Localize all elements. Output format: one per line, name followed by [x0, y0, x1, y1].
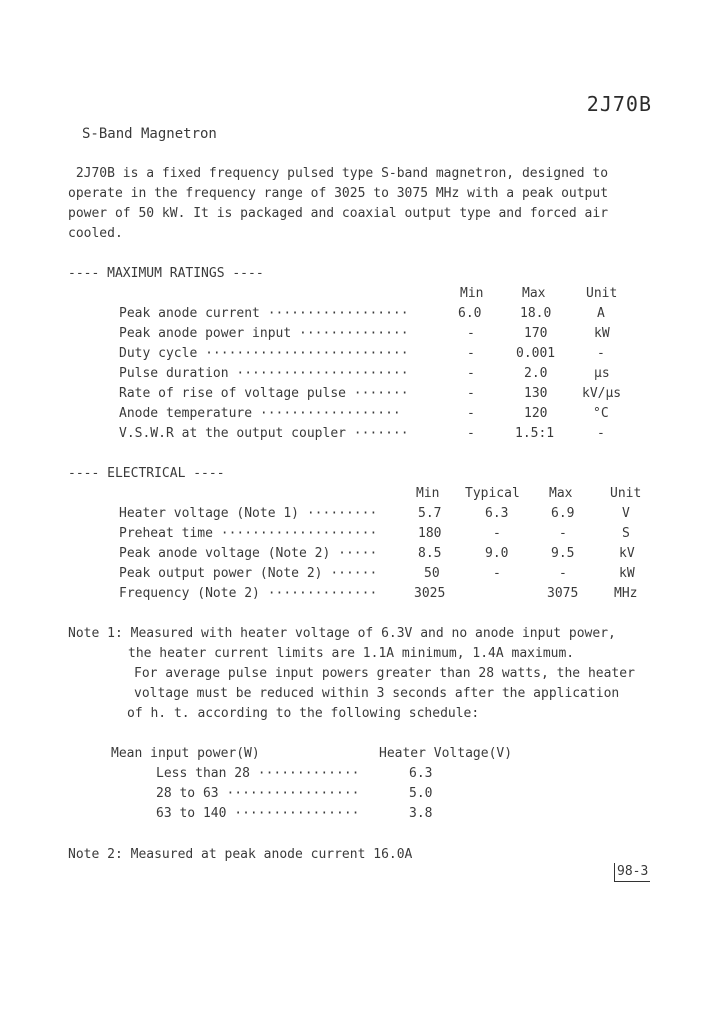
column-header-typical: Typical: [465, 486, 520, 501]
table-row: [0, 304, 720, 324]
rating-label: Pulse duration ······················: [119, 366, 409, 381]
electrical-unit: MHz: [614, 586, 638, 601]
rating-min: -: [467, 406, 475, 421]
note-1-line: Note 1: Measured with heater voltage of 6.3V and no anode input power,: [68, 626, 616, 641]
description-line: operate in the frequency range of 3025 to 3075 MHz with a peak output: [68, 186, 609, 201]
table-row: [0, 364, 720, 384]
rating-max: 2.0: [524, 366, 548, 381]
table-row: [0, 524, 720, 544]
electrical-min: 50: [424, 566, 440, 581]
rating-unit: kV/μs: [582, 386, 622, 401]
electrical-typical: -: [493, 526, 501, 541]
electrical-max: -: [559, 526, 567, 541]
schedule-column-power: Mean input power(W): [111, 746, 260, 761]
rating-max: 120: [524, 406, 548, 421]
max-ratings-header-row: [0, 284, 720, 304]
rating-max: 18.0: [520, 306, 552, 321]
column-header-min: Min: [416, 486, 440, 501]
column-header-max: Max: [549, 486, 573, 501]
electrical-label: Peak anode voltage (Note 2) ·····: [119, 546, 378, 561]
description-line: power of 50 kW. It is packaged and coaxial output type and forced air: [68, 206, 609, 221]
electrical-heading: ---- ELECTRICAL ----: [68, 466, 225, 481]
rating-unit: -: [597, 426, 605, 441]
table-row: [0, 564, 720, 584]
electrical-unit: kV: [619, 546, 635, 561]
column-header-unit: Unit: [586, 286, 618, 301]
rating-max: 0.001: [516, 346, 556, 361]
table-row: [0, 504, 720, 524]
schedule-voltage: 3.8: [409, 806, 433, 821]
electrical-max: 3075: [547, 586, 579, 601]
note-1-line: For average pulse input powers greater than 28 watts, the heater: [134, 666, 635, 681]
electrical-typical: 6.3: [485, 506, 509, 521]
electrical-typical: -: [493, 566, 501, 581]
description-paragraph: [68, 164, 658, 244]
rating-max: 130: [524, 386, 548, 401]
electrical-label: Peak output power (Note 2) ······: [119, 566, 378, 581]
electrical-min: 5.7: [418, 506, 442, 521]
rating-unit: °C: [593, 406, 609, 421]
schedule-range: 28 to 63 ·················: [156, 786, 360, 801]
electrical-unit: S: [622, 526, 630, 541]
electrical-max: 6.9: [551, 506, 575, 521]
rating-label: Rate of rise of voltage pulse ·······: [119, 386, 409, 401]
column-header-min: Min: [460, 286, 484, 301]
note-1-line: voltage must be reduced within 3 seconds after the application: [134, 686, 620, 701]
rating-max: 1.5:1: [515, 426, 555, 441]
document-id: 2J70B: [586, 92, 652, 116]
description-line: 2J70B is a fixed frequency pulsed type S-band magnetron, designed to: [68, 166, 609, 181]
max-ratings-heading: ---- MAXIMUM RATINGS ----: [68, 266, 264, 281]
electrical-min: 3025: [414, 586, 446, 601]
electrical-label: Heater voltage (Note 1) ·········: [119, 506, 378, 521]
schedule-column-voltage: Heater Voltage(V): [379, 746, 513, 761]
rating-label: Duty cycle ··························: [119, 346, 409, 361]
rating-min: 6.0: [458, 306, 482, 321]
rating-label: Peak anode current ··················: [119, 306, 409, 321]
rating-min: -: [467, 366, 475, 381]
electrical-label: Frequency (Note 2) ··············: [119, 586, 378, 601]
table-row: [0, 344, 720, 364]
schedule-voltage: 5.0: [409, 786, 433, 801]
table-row: [0, 324, 720, 344]
electrical-header-row: [0, 484, 720, 504]
description-line: cooled.: [68, 226, 123, 241]
rating-label: Peak anode power input ··············: [119, 326, 409, 341]
column-header-unit: Unit: [610, 486, 642, 501]
document-subtitle: S-Band Magnetron: [82, 126, 217, 142]
rating-label: V.S.W.R at the output coupler ·······: [119, 426, 409, 441]
rating-unit: -: [597, 346, 605, 361]
rating-min: -: [467, 386, 475, 401]
electrical-max: 9.5: [551, 546, 575, 561]
electrical-min: 180: [418, 526, 442, 541]
schedule-row: [0, 804, 720, 824]
table-row: [0, 544, 720, 564]
electrical-min: 8.5: [418, 546, 442, 561]
rating-min: -: [467, 426, 475, 441]
electrical-label: Preheat time ····················: [119, 526, 378, 541]
table-row: [0, 424, 720, 444]
electrical-unit: V: [622, 506, 630, 521]
electrical-unit: kW: [619, 566, 635, 581]
electrical-max: -: [559, 566, 567, 581]
schedule-header-row: [0, 744, 720, 764]
table-row: [0, 384, 720, 404]
schedule-range: 63 to 140 ················: [156, 806, 360, 821]
column-header-max: Max: [522, 286, 546, 301]
rating-unit: μs: [594, 366, 610, 381]
rating-unit: A: [597, 306, 605, 321]
rating-min: -: [467, 346, 475, 361]
schedule-range: Less than 28 ·············: [156, 766, 360, 781]
electrical-typical: 9.0: [485, 546, 509, 561]
note-2: Note 2: Measured at peak anode current 16.0A: [68, 847, 413, 862]
schedule-row: [0, 784, 720, 804]
table-row: [0, 584, 720, 604]
rating-max: 170: [524, 326, 548, 341]
table-row: [0, 404, 720, 424]
rating-min: -: [467, 326, 475, 341]
page-reference: 98-3: [614, 863, 650, 882]
rating-unit: kW: [594, 326, 610, 341]
note-1-line: of h. t. according to the following schedule:: [127, 706, 480, 721]
schedule-row: [0, 764, 720, 784]
note-1-line: the heater current limits are 1.1A minimum, 1.4A maximum.: [128, 646, 575, 661]
schedule-voltage: 6.3: [409, 766, 433, 781]
rating-label: Anode temperature ··················: [119, 406, 401, 421]
